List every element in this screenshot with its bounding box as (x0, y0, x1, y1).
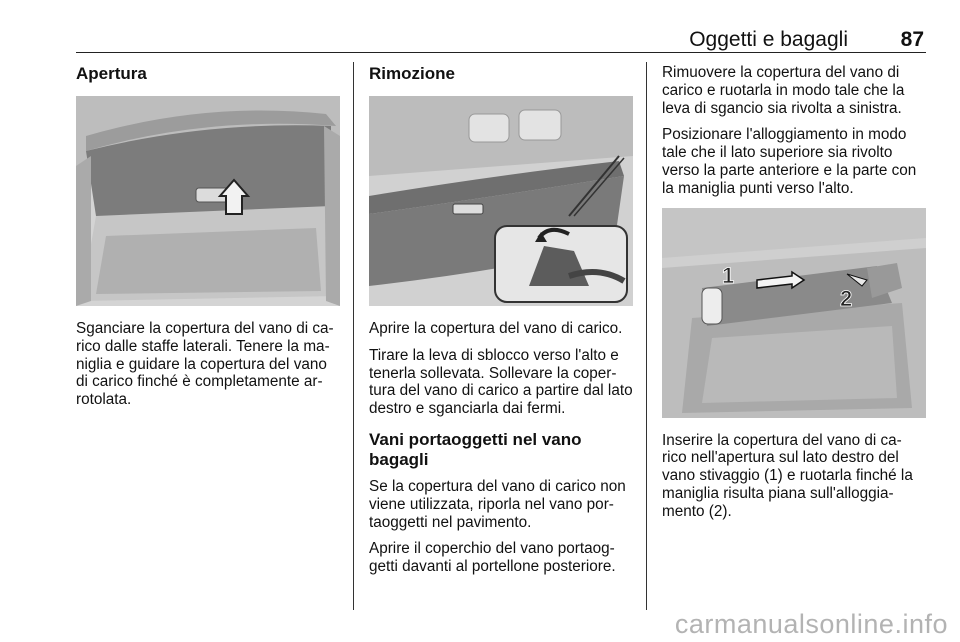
section-heading-rimozione: Rimozione (369, 64, 455, 83)
paragraph-storage-2: Posizionare l'alloggiamento in modo tale che il lato superiore sia rivolto verso la parte anteriore e la parte con la maniglia punti verso l'alto. (662, 126, 917, 197)
callout-1: 1 (722, 262, 735, 288)
paragraph-storage-1: Rimuovere la copertura del vano di carico e ruotarla in modo tale che la leva di sgancio sia rivolta a sinistra. (662, 64, 905, 117)
section-heading-apertura: Apertura (76, 64, 147, 83)
paragraph-vani-1: Se la copertura del vano di carico non viene utilizzata, riporla nel vano por-taoggetti nel pavimento. (369, 477, 626, 531)
paragraph-storage-3: Inserire la copertura del vano di ca-rico nell'apertura sul lato destro del vano stivaggio (1) e ruotarla finché la maniglia risulta piana sull'alloggia-mento (2). (662, 431, 913, 520)
paragraph-rimozione-1: Aprire la copertura del vano di carico. (369, 320, 623, 337)
column-rimozione (369, 64, 635, 585)
callout-2: 2 (840, 285, 853, 311)
figure-cover-storage (662, 208, 926, 418)
column-storage (662, 64, 926, 530)
watermark: carmanualsonline.info (674, 609, 948, 639)
figure-cover-removal (369, 96, 633, 306)
figure-cover-opening (76, 96, 340, 306)
paragraph-apertura: Sganciare la copertura del vano di ca-rico dalle staffe laterali. Tenere la ma-niglia e guidare la copertura del vano di carico finché è completamente ar-rotolata. (76, 320, 334, 409)
column-divider-right (646, 62, 647, 610)
page-number: 87 (900, 28, 924, 51)
column-divider-left (353, 62, 354, 610)
section-heading-vani: Vani portaoggetti nel vano bagagli (369, 429, 582, 469)
paragraph-rimozione-2: Tirare la leva di sblocco verso l'alto e tenerla sollevata. Sollevare la coper-tura del vano di carico a partire dal lato destro e sganciarla dai fermi. (369, 346, 633, 418)
column-apertura (76, 64, 340, 418)
page-header (76, 26, 926, 53)
header-title: Oggetti e bagagli (689, 28, 848, 51)
paragraph-vani-2: Aprire il coperchio del vano portaog-getti davanti al portellone posteriore. (369, 540, 616, 576)
